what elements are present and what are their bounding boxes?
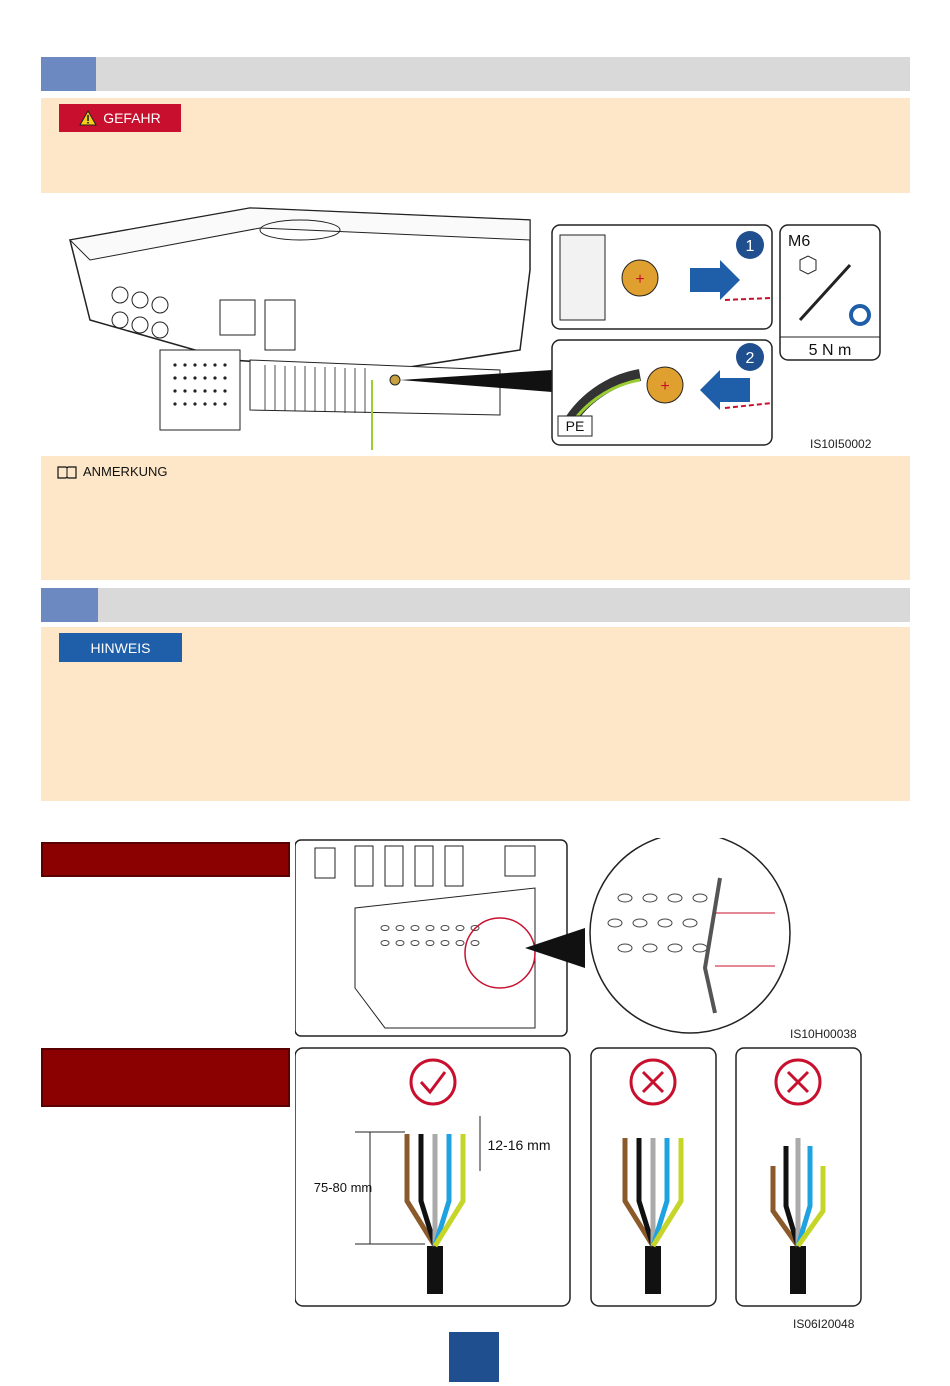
notice-panel [41,627,910,801]
step-label-box [41,1048,290,1107]
cable-tie-detail [590,838,790,1033]
danger-label: GEFAHR [103,110,161,126]
page-number [449,1332,499,1382]
notice-badge: HINWEIS [59,633,182,662]
detail-remove-screw [552,225,772,329]
section-number-block [41,588,98,622]
pe-label: PE [565,418,585,434]
note-label: ANMERKUNG [83,464,168,479]
danger-badge [59,104,181,132]
grounding-figure [60,200,890,452]
figure-id: IS06I20048 [793,1317,855,1331]
note-header [57,464,168,479]
wire-stripping-figure [295,1046,865,1308]
inverter-illustration [70,208,530,450]
figure-id: IS10H00038 [790,1027,857,1041]
section-header-bar [41,57,910,91]
bolt-size: M6 [788,233,811,250]
svg-text:+: + [635,271,645,288]
detail-attach-pe-cable [552,340,772,445]
strip-length-label: 12-16 mm [487,1137,551,1153]
book-icon [57,465,77,479]
figure-id: IS10I50002 [810,437,872,451]
warning-triangle-icon [79,110,97,126]
callout-2: 2 [745,350,755,367]
section-number-block [41,57,96,91]
torque-spec-box [780,225,880,360]
danger-panel [41,98,910,193]
torque-value: 5 N m [808,342,852,359]
section-header-bar [41,588,910,622]
note-panel [41,456,910,580]
svg-text:+: + [660,378,670,395]
sheath-length-label: 75-80 mm [313,1180,373,1195]
cable-tie-figure [295,838,880,1038]
step-label-box [41,842,290,877]
callout-1: 1 [745,238,755,255]
